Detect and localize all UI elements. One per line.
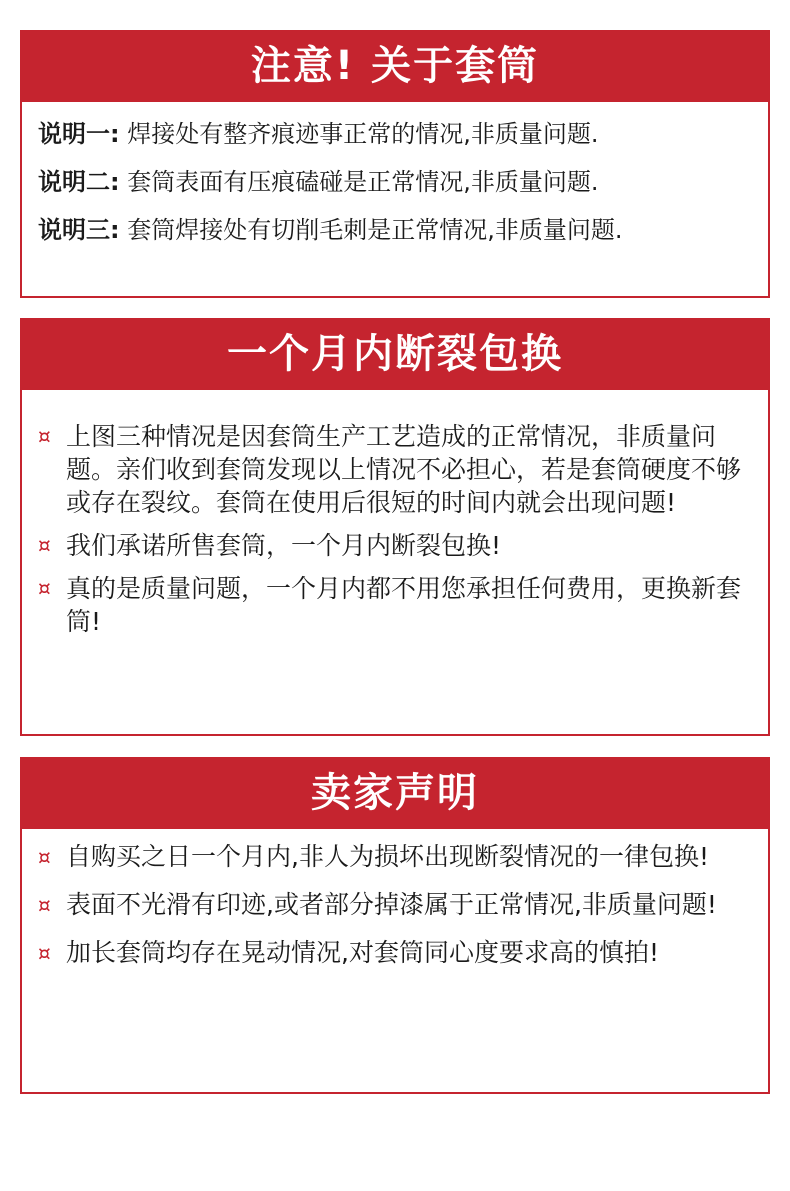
bullet-icon: ¤ — [38, 533, 51, 557]
list-item-text: 上图三种情况是因套筒生产工艺造成的正常情况，非质量问题。亲们收到套筒发现以上情况不必担心，若是套筒硬度不够或存在裂纹。套筒在使用后很短的时间内就会出现问题! — [66, 422, 742, 517]
list-item-text: 加长套筒均存在晃动情况,对套筒同心度要求高的慎拍! — [66, 938, 659, 967]
notice-panel — [20, 30, 770, 298]
note-1-text: 焊接处有整齐痕迹事正常的情况,非质量问题. — [119, 120, 599, 148]
note-3-key: 说明三: — [38, 216, 120, 244]
seller-statement-list — [22, 829, 768, 970]
list-item — [38, 888, 760, 922]
notice-notes — [22, 102, 768, 244]
note-3 — [38, 216, 768, 244]
warranty-title: 一个月内断裂包换 — [22, 320, 768, 390]
list-item-text: 表面不光滑有印迹,或者部分掉漆属于正常情况,非质量问题! — [66, 890, 717, 919]
bullet-icon: ¤ — [38, 845, 51, 869]
list-item — [38, 529, 748, 562]
note-2-key: 说明二: — [38, 168, 120, 196]
bullet-icon: ¤ — [38, 576, 51, 600]
note-1 — [38, 120, 768, 148]
seller-statement-title: 卖家声明 — [22, 759, 768, 829]
list-item — [38, 936, 760, 970]
bullet-icon: ¤ — [38, 941, 51, 965]
list-item-text: 自购买之日一个月内,非人为损坏出现断裂情况的一律包换! — [66, 842, 709, 871]
list-item — [38, 840, 760, 874]
list-item — [38, 420, 748, 519]
bullet-icon: ¤ — [38, 893, 51, 917]
notice-title: 注意! 关于套筒 — [22, 32, 768, 102]
note-2 — [38, 168, 768, 196]
note-3-text: 套筒焊接处有切削毛刺是正常情况,非质量问题. — [119, 216, 623, 244]
bullet-icon: ¤ — [38, 424, 51, 448]
seller-statement-panel — [20, 757, 770, 1094]
list-item-text: 真的是质量问题，一个月内都不用您承担任何费用，更换新套筒! — [66, 574, 742, 636]
warranty-panel — [20, 318, 770, 736]
warranty-list — [22, 390, 768, 638]
list-item-text: 我们承诺所售套筒，一个月内断裂包换! — [66, 531, 502, 560]
note-2-text: 套筒表面有压痕磕碰是正常情况,非质量问题. — [119, 168, 599, 196]
list-item — [38, 572, 748, 638]
note-1-key: 说明一: — [38, 120, 120, 148]
